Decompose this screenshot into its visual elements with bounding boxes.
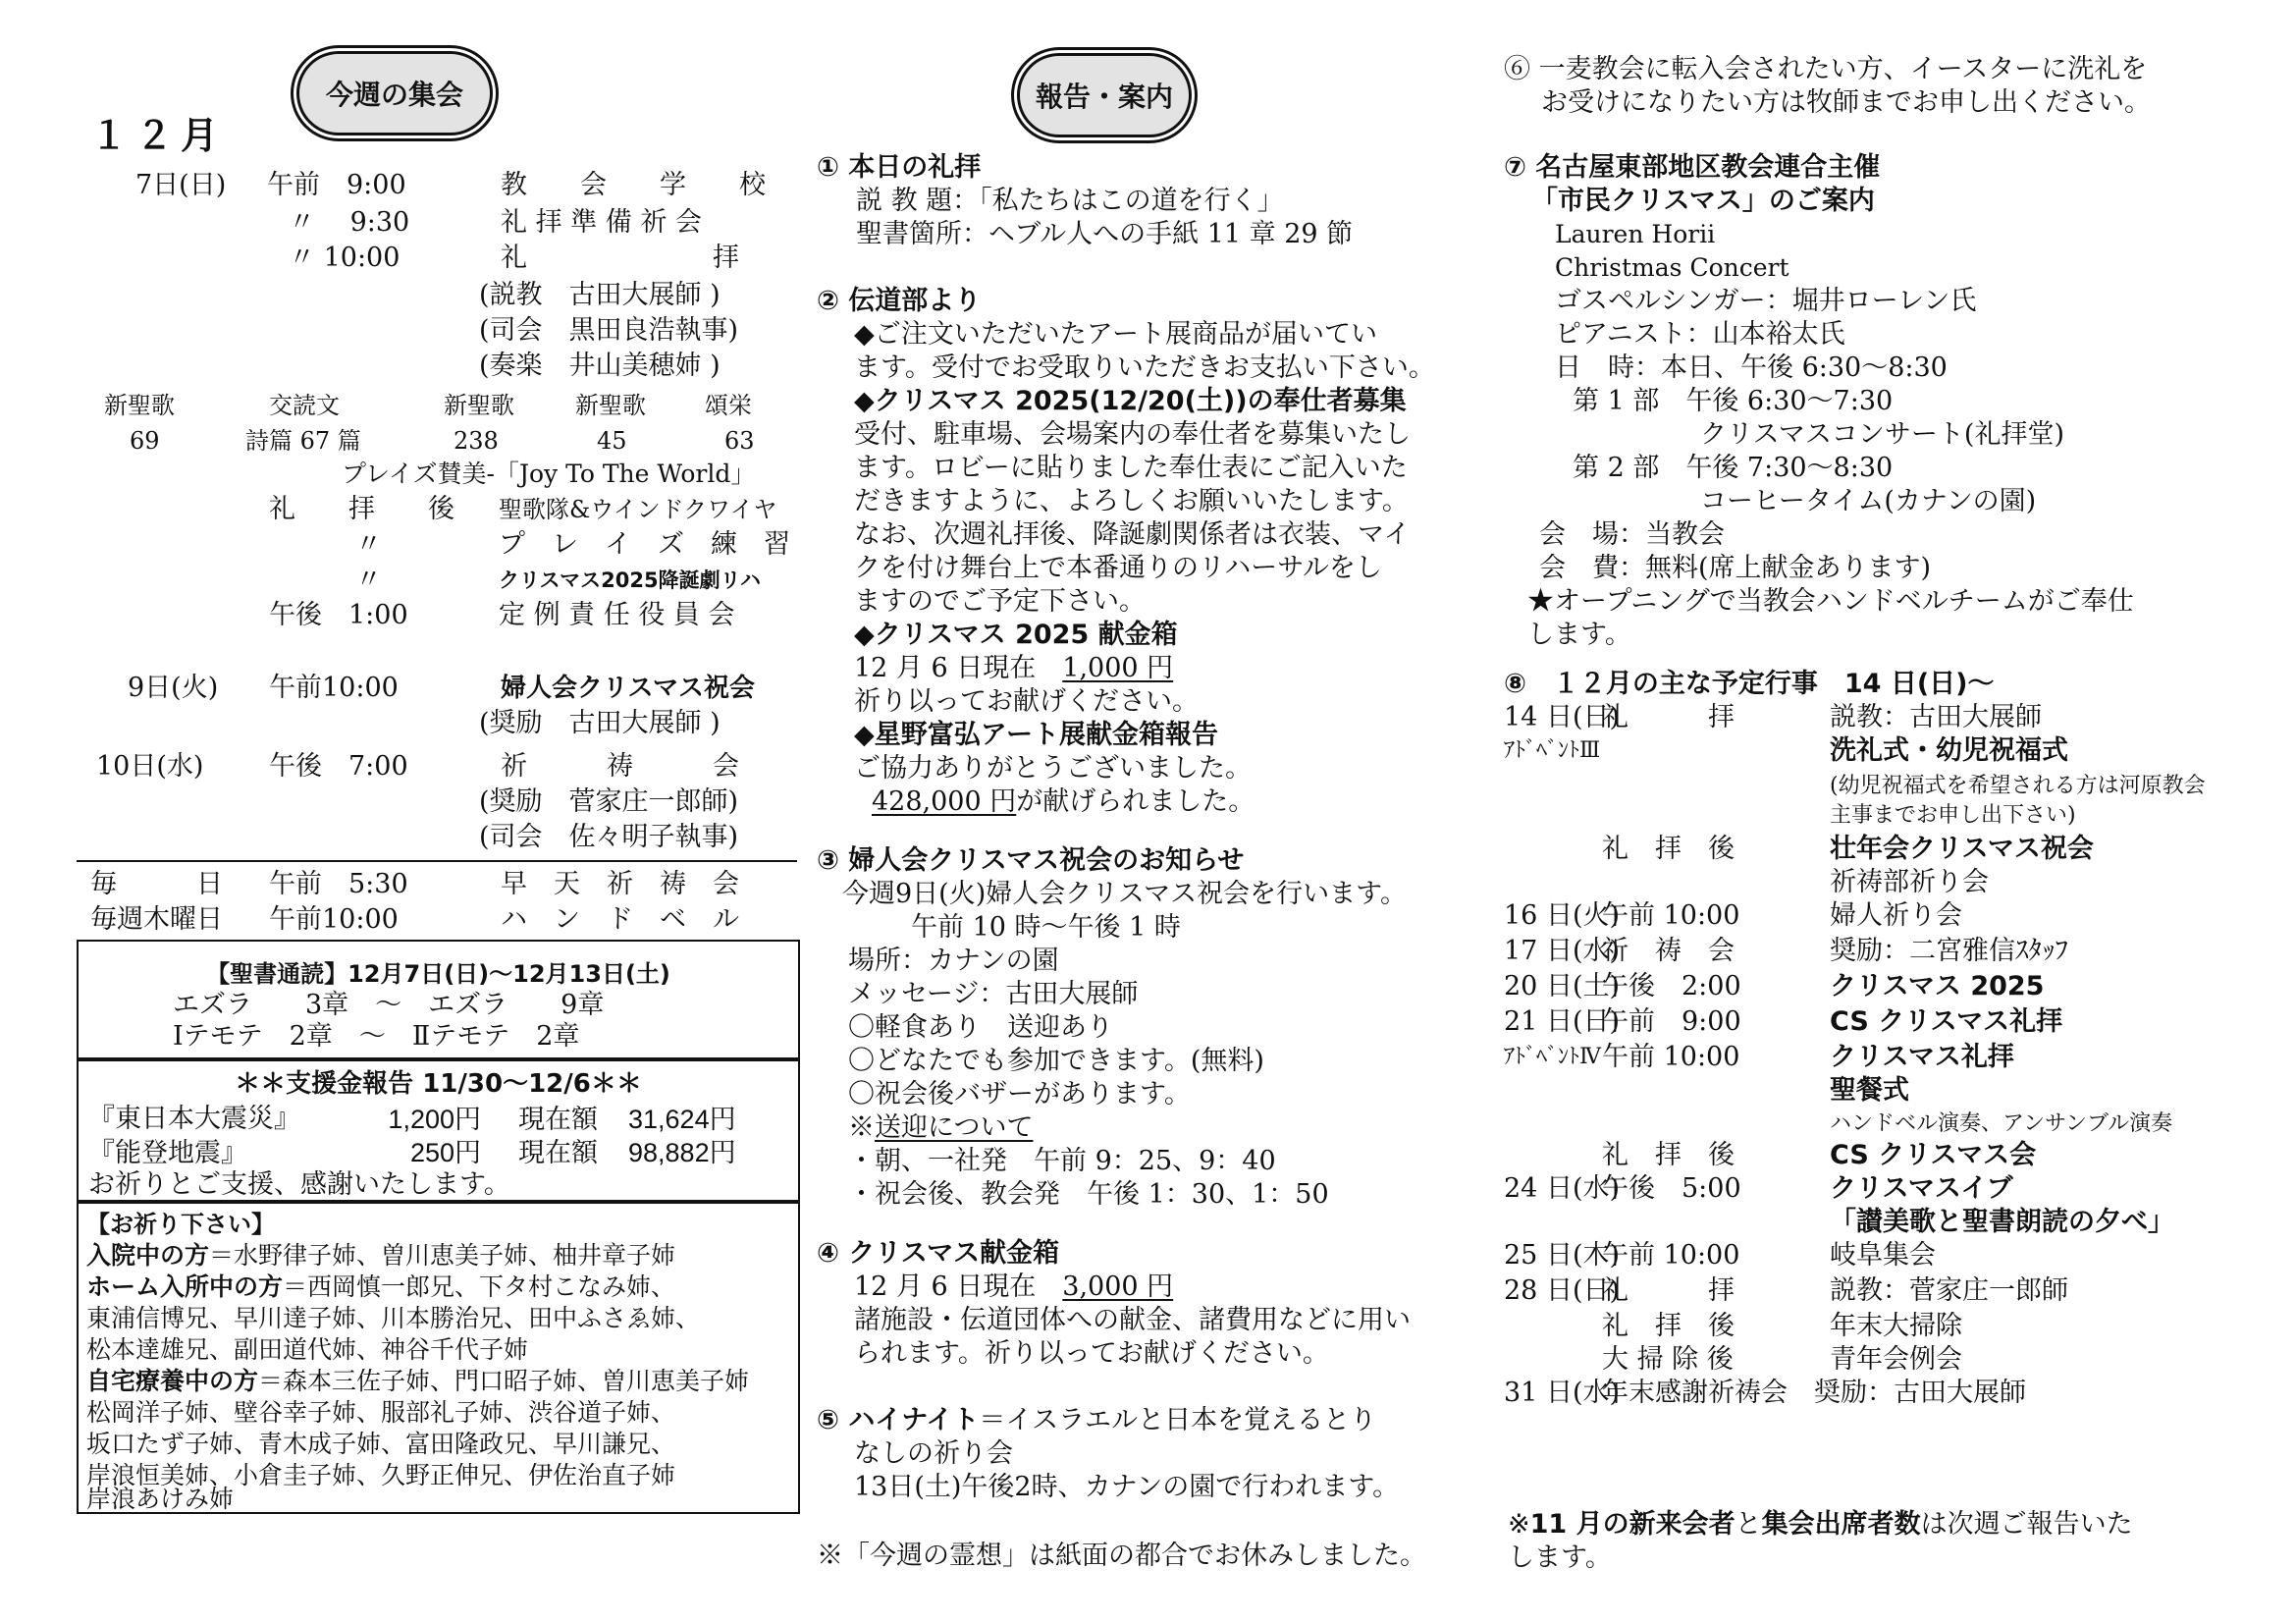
announcement-text: なしの祈り会 [854,1438,1013,1469]
support-title: ＊＊支援金報告 11/30〜12/6＊＊ [235,1069,642,1099]
announcement-title: ⑧ １２月の主な予定行事 14 日(日)〜 [1504,669,1995,699]
schedule-day: 10日(水) [96,751,204,782]
event-day: 28 日(日) [1504,1275,1621,1306]
prayer-home [86,1271,675,1304]
event-name: 壮年会クリスマス祝会 [1830,834,2094,864]
event-name: 主事までお申し出下さい) [1830,803,2076,828]
announcement-title: ④ クリスマス献金箱 [817,1238,1060,1269]
schedule-note: (奨励 古田大展師 ) [479,708,721,738]
announcement-title-line [817,1404,1376,1437]
schedule-event: 礼 拝 準 備 祈 会 [501,207,702,238]
pickup-time: ・朝、一社発 午前 9：25、9：40 [848,1146,1276,1176]
announcement-text: お受けになりたい方は牧師までお申し出ください。 [1541,87,2151,118]
prayer-label: ホーム入所中の方 [86,1272,284,1301]
event-time: 午前 10:00 [1602,1240,1740,1271]
schedule-event: プ レ イ ズ 練 習 [499,529,790,560]
announcement-text: クを付け舞台上で本番通りのリハーサルをし [854,553,1382,583]
concert-datetime: 日 時：本日、午後 6:30〜8:30 [1555,352,1948,383]
announcement-subtitle: ◆クリスマス 2025 献金箱 [854,620,1178,650]
support-total: 31,624円 [628,1105,736,1134]
announcement-text: だきますように、よろしくお願いいたします。 [854,486,1409,516]
prayer-names: 坂口たず子姉、青木成子姉、富田隆政兄、早川謙兄、 [86,1431,676,1458]
prayer-label: 自宅療養中の方 [86,1367,259,1395]
footer-line [1508,1508,2133,1542]
prayer-names: 岸浪恒美姉、小倉圭子姉、久野正伸兄、伊佐治直子姉 [86,1462,676,1489]
support-thanks: お祈りとご支援、感謝いたします。 [88,1169,510,1199]
pickup-time: ・祝会後、教会発 午後 1：30、1：50 [848,1179,1329,1210]
event-name: ハンドベル演奏、アンサンブル演奏 [1830,1111,2173,1136]
announcement-text: ます。受付でお受取りいただきお支払い下さい。 [854,352,1435,383]
announcement-subtitle: ◆クリスマス 2025(12/20(土))の奉仕者募集 [854,386,1407,416]
event-time: 祈 祷 会 [1602,936,1735,966]
header-label: 今週の集会 [325,79,463,111]
hymn-header: 新聖歌 [104,392,175,419]
preacher: (説教 古田大展師 ) [479,280,721,310]
event-name: CS クリスマス会 [1830,1140,2037,1170]
announcement-text: 受付、駐車場、会場案内の奉仕者を募集いたし [854,419,1411,450]
schedule-event: 早 天 祈 祷 会 [501,869,739,899]
schedule-event: 教 会 学 校 [501,170,766,200]
schedule-day: 毎週木曜日 [90,904,223,935]
event-place: 場所：カナンの園 [848,946,1059,976]
prayer-hospital [86,1239,675,1272]
pickup-heading [848,1111,1033,1145]
announcement-text: 〇どなたでも参加できます。(無料) [848,1046,1264,1076]
event-time: 年末感謝祈祷会 奨励：古田大展師 [1602,1378,2026,1408]
bible-reading-box [77,940,800,1061]
announcement-text: 13日(土)午後2時、カナンの園で行われます。 [854,1472,1400,1502]
schedule-event: 定 例 責 任 役 員 会 [499,600,735,630]
schedule-event: 婦人会クリスマス祝会 [501,674,755,703]
event-time: 午後 2:00 [1602,971,1741,1001]
schedule-day: 9日(火) [128,673,219,703]
concert-name: Christmas Concert [1555,253,1789,282]
announcement-text: が献げられました。 [1016,786,1255,817]
prayer-recovery [86,1365,749,1398]
event-name: 「讃美歌と聖書朗読の夕べ」 [1830,1207,2174,1237]
event-day: 16 日(火) [1504,900,1621,931]
event-day: 31 日(水) [1504,1378,1621,1408]
bible-reading-title: 【聖書通読】12月7日(日)〜12月13日(土) [206,960,670,988]
schedule-time: 午後 1:00 [269,600,408,630]
concert-part: 第 2 部 午後 7:30〜8:30 [1573,453,1894,483]
schedule-event: 礼 拝 [501,243,739,273]
art-offering-line [872,785,1255,819]
offering-amount-line [854,652,1173,685]
concert-fee: 会 費：無料(席上献金あります) [1539,553,1932,583]
prayer-names: 岸浪あけみ姉 [86,1486,235,1513]
footer-emph: 集会出席者数 [1761,1509,1921,1540]
announcement-text: ますのでご予定下さい。 [854,586,1146,617]
hymn-value: 238 [454,427,499,455]
hymn-header: 交読文 [269,392,340,419]
schedule-time: 〃 [355,529,382,560]
offering-amount: 3,000 円 [1062,1271,1174,1302]
bible-reading-line: エズラ 3章 〜 エズラ 9章 [173,990,605,1020]
scripture: 聖書箇所：ヘブル人への手紙 11 章 29 節 [856,219,1354,249]
hymn-value: 45 [597,427,627,455]
schedule-time: 午前 5:30 [269,869,408,899]
schedule-day: 毎 日 [90,869,223,899]
prayer-names: ＝西岡慎一郎兄、下タ村こなみ姉、 [283,1273,676,1301]
schedule-time: 午前 9:00 [267,170,406,200]
event-speaker: メッセージ：古田大展師 [848,979,1139,1009]
schedule-time: 〃 [355,565,382,595]
concert-part-desc: コーヒータイム(カナンの園) [1700,486,2037,516]
concert-pianist: ピアニスト：山本裕太氏 [1555,319,1845,350]
pickup-label: 送迎について [875,1112,1034,1143]
announcement-subtitle: 「市民クリスマス」のご案内 [1531,186,1875,216]
event-day: ｱﾄﾞﾍﾞﾝﾄⅣ [1504,1045,1601,1069]
announcement-text: 祈り以ってお献げください。 [854,686,1199,717]
hymn-value: 63 [724,427,755,455]
event-day: 20 日(土) [1504,971,1621,1001]
event-name: 説教：古田大展師 [1830,702,2042,732]
announcement-text: なお、次週礼拝後、降誕劇関係者は衣装、マイ [854,519,1411,550]
event-time: 午前 10:00 [1602,1042,1740,1072]
schedule-time: 午後 7:00 [269,751,408,782]
sermon-title: 説 教 題：「私たちはこの道を行く」 [856,186,1284,216]
note-mark: ※ [848,1112,875,1143]
announcement-title: ① 本日の礼拝 [817,152,982,183]
schedule-time: 午前10:00 [269,673,399,703]
support-label: 現在額 [518,1105,598,1134]
prayer-names: ＝森本三佐子姉、門口昭子姉、曽川恵美子姉 [258,1368,750,1395]
announcement-text: 〇祝会後バザーがあります。 [848,1079,1191,1109]
announcement-title: ⑤ ハイナイト [817,1405,980,1435]
footer-text: は次週ご報告いた [1920,1509,2133,1540]
organist: (奏楽 井山美穂姉 ) [479,351,721,381]
event-name: 奨励：二宮雅信ｽﾀｯﾌ [1830,936,2068,966]
event-name: 祈祷部祈り会 [1830,867,1989,897]
event-name: クリスマスイブ [1830,1173,2013,1204]
support-report-box [77,1057,800,1204]
concert-part-desc: クリスマスコンサート(礼拝堂) [1700,419,2064,450]
event-name: 岐阜集会 [1830,1240,1936,1271]
announcement-title: ⑦ 名古屋東部地区教会連合主催 [1504,152,1881,183]
concert-part: 第 1 部 午後 6:30〜7:30 [1573,386,1894,416]
announcement-title: ③ 婦人会クリスマス祝会のお知らせ [817,845,1245,876]
event-time: 礼 拝 後 [1602,1311,1735,1341]
schedule-time: 午前10:00 [269,904,399,935]
praise-song: プレイズ賛美-「Joy To The World」 [342,460,756,488]
section-header-this-week [296,51,493,135]
hymn-header: 新聖歌 [444,392,514,419]
section-header-announcements [1017,53,1192,137]
hymn-value: 69 [130,427,160,455]
event-time: 礼 拝 後 [1602,834,1735,864]
event-day: 17 日(水) [1504,936,1621,966]
event-time: 午後 5:00 [1602,1173,1741,1204]
announcement-text: ご協力ありがとうございました。 [854,753,1252,784]
footer-text: します。 [1508,1542,1612,1573]
divider [77,860,797,862]
announcement-text: 今週9日(火)婦人会クリスマス祝会を行います。 [842,879,1408,909]
bible-reading-line: Ⅰテモテ 2章 〜 Ⅱテモテ 2章 [173,1021,580,1052]
event-day: 21 日(日) [1504,1006,1621,1037]
announcement-text: 諸施設・伝道団体への献金、諸費用などに用い [854,1305,1411,1335]
event-name: 年末大掃除 [1830,1311,1962,1341]
concert-note: します。 [1527,620,1631,650]
schedule-time: 〃 10:00 [289,243,400,273]
concert-note: ★オープニングで当教会ハンドベルチームがご奉仕 [1527,586,2134,617]
support-amount: 250円 [409,1138,481,1167]
event-time: 礼 拝 [1602,702,1735,732]
concert-singer: ゴスペルシンガー：堀井ローレン氏 [1555,286,1977,316]
hymn-value: 詩篇 67 篇 [245,427,361,455]
announcement-text: られます。祈り以ってお献げください。 [854,1338,1329,1369]
prayer-names: 東浦信博兄、早川達子姉、川本勝治兄、田中ふさゑ姉、 [86,1305,701,1332]
event-name: (幼児祝福式を希望される方は河原教会 [1830,774,2206,798]
footer-emph: 11 月の新来会者 [1529,1509,1735,1540]
prayer-names: ＝水野律子姉、曽川恵美子姉、柚井章子姉 [209,1242,676,1270]
event-name: 青年会例会 [1830,1344,1962,1375]
schedule-event: 祈 祷 会 [501,751,739,782]
offering-amount: 1,000 円 [1062,653,1174,683]
announcement-subtitle: ◆星野富弘アート展献金箱報告 [854,720,1218,750]
event-name: CS クリスマス礼拝 [1830,1006,2063,1037]
support-name: 『東日本大震災』 [88,1104,300,1134]
moderator: (司会 黒田良浩執事) [479,315,739,346]
event-time: 礼 拝 後 [1602,1140,1735,1170]
month-title: １２月 [90,114,227,157]
prayer-names: 松本達雄兄、副田道代姉、神谷千代子姉 [86,1336,529,1364]
announcement-title: ② 伝道部より [817,286,982,316]
support-label: 現在額 [518,1138,598,1167]
offering-date: 12 月 6 日現在 [854,653,1063,683]
event-name: クリスマス礼拝 [1830,1042,2014,1072]
devotion-note: ※「今週の霊想」は紙面の都合でお休みしました。 [817,1541,1426,1571]
schedule-note: (司会 佐々明子執事) [479,822,739,852]
prayer-names: 松岡洋子姉、壁谷幸子姉、服部礼子姉、渋谷道子姉、 [86,1399,676,1427]
support-total: 98,882円 [628,1138,736,1167]
event-day: 14 日(日) [1504,702,1621,732]
prayer-label: 入院中の方 [86,1241,210,1270]
event-name: クリスマス 2025 [1830,971,2045,1001]
announcement-text: ⑥ 一麦教会に転入会されたい方、イースターに洗礼を [1504,54,2148,84]
schedule-event: ハ ン ド ベ ル [501,904,739,935]
event-time: 礼 拝 [1602,1275,1735,1306]
concert-artist: Lauren Horii [1555,220,1716,248]
hymn-header: 新聖歌 [575,392,646,419]
prayer-request-box [77,1200,800,1514]
event-time: 午前 9:00 [1602,1006,1741,1037]
event-name: 婦人祈り会 [1830,900,1962,931]
schedule-time: 〃 9:30 [289,207,410,238]
event-time: 午前 10:00 [1602,900,1740,931]
footer-text: と [1735,1509,1762,1540]
schedule-time: 礼 拝 後 [269,494,454,524]
concert-venue: 会 場：当教会 [1539,519,1725,550]
announcement-text: 〇軽食あり 送迎あり [848,1012,1113,1043]
header-label: 報告・案内 [1035,81,1173,113]
event-name: 説教：菅家庄一郎師 [1830,1275,2068,1306]
schedule-note: (奨励 菅家庄一郎師) [479,786,739,817]
prayer-title: 【お祈り下さい】 [86,1211,275,1238]
event-name: 洗礼式・幼児祝福式 [1830,735,2068,766]
announcement-text: ます。ロビーに貼りました奉仕表にご記入いた [854,453,1408,483]
support-amount: 1,200円 [388,1105,481,1134]
event-name: 聖餐式 [1830,1075,1909,1106]
event-day: 25 日(木) [1504,1240,1621,1271]
event-time: 大 掃 除 後 [1602,1344,1734,1375]
event-day: 24 日(水) [1504,1173,1621,1204]
schedule-event: 聖歌隊&ウインドクワイヤ [499,496,777,523]
note-mark: ※ [1508,1509,1530,1540]
event-time: 午前 10 時〜午後 1 時 [911,912,1181,943]
schedule-day: 7日(日) [135,170,227,200]
announcement-text: ＝イスラエルと日本を覚えるとり [979,1405,1377,1435]
offering-amount: 428,000 円 [872,786,1017,817]
support-name: 『能登地震』 [88,1138,247,1167]
offering-date: 12 月 6 日現在 [854,1271,1063,1302]
hymn-header: 頌栄 [705,392,752,419]
schedule-event: クリスマス2025降誕劇リハ [499,568,761,592]
event-day: ｱﾄﾞﾍﾞﾝﾄⅢ [1504,738,1601,763]
offering-amount-line [854,1271,1173,1304]
announcement-text: ◆ご注文いただいたアート展商品が届いてい [854,319,1377,350]
